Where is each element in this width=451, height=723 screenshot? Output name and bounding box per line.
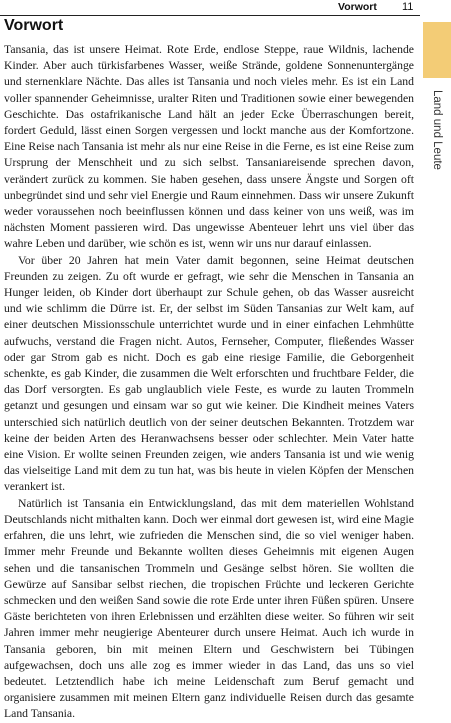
chapter-color-tab [423, 22, 451, 78]
body-text [4, 42, 414, 723]
running-head [0, 0, 451, 20]
running-head-title: Vorwort [338, 1, 377, 13]
header-rule [0, 15, 420, 16]
page-number: 11 [402, 1, 414, 13]
section-tab-label: Land und Leute [431, 90, 443, 170]
chapter-title: Vorwort [4, 17, 64, 34]
paragraph-2: Vor über 20 Jahren hat mein Vater damit begonnen, seine Heimat deutschen Freunden zu zeigen. Zu oft wurde er gefragt, wie sehr die Menschen in Tansania an Hunger leiden, ob Kinder dort überhaupt zur Schule gehen, ob das Wasser ausreicht und wie schlimm die Dürre ist. Er, der selbst im Süden Tansanias zur Welt kam, auf einer deutschen Missionsschule unterrichtet wurde und in einer einfachen Lehmhütte aufwuchs, verstand die Fragen nicht. Autos, Fernseher, Computer, fließendes Wasser oder gar Strom gab es nicht. Doch es gab eine riesige Familie, die Geborgenheit schenkte, es gab Kinder, die zusammen die Welt erforschten und fruchtbare Felder, die das Dorf versorgten. Es gab unglaublich viele Feste, es wurde zu lauten Trommeln getanzt und gesungen und einsam war so gut wie keiner. Die Kindheit meines Vaters unterschied sich natürlich deutlich von der seiner deutschen Bekannten. Trotzdem war keine der beiden Arten des Heranwachsens besser oder schlechter. Mein Vater hatte eine Vision. Er wollte seinen Freunden zeigen, wie anders Tansania ist und wie wenig das vielseitige Land mit dem zu tun hat, was bis heute in vielen Köpfen der Menschen verankert ist. [4, 253, 414, 494]
paragraph-1: Tansania, das ist unsere Heimat. Rote Erde, endlose Steppe, raue Wildnis, lachende Kinder. Aber auch türkisfarbenes Wasser, weiße Strände, goldene Sonnenuntergänge und sternenklare Nächte. Das alles ist Tansania und noch vieles mehr. Es ist ein Land voller spannender Geheimnisse, uralter Riten und Traditionen sowie einer bewegenden Geschichte. Das ostafrikanische Land hält an jeder Ecke Überraschungen bereit, fordert Geduld, lässt einen Sorgen vergessen und lockt manche aus der Komfortzone. Eine Reise nach Tansania ist mehr als nur eine Reise in die Ferne, es ist eine Reise zum Ursprung der Menschheit und zu sich selbst. Tansaniareisende sprechen davon, verändert zurück zu kommen. Sie haben gesehen, dass unsere Ängste und Sorgen oft unbegründet sind und sehr viel Energie und Raum einnehmen. Dass wir unsere Zukunft weder voraussehen noch beeinflussen können und dass keiner von uns weiß, was im nächsten Moment passieren wird. Das ungewisse Abenteuer lehrt uns viel über das wahre Leben und darüber, wie schön es ist, wenn wir uns nur darauf einlassen. [4, 43, 414, 251]
paragraph-3: Natürlich ist Tansania ein Entwicklungsland, das mit dem materiellen Wohlstand Deutschlands nicht mithalten kann. Doch wer einmal dort gewesen ist, wird eine Magie erfahren, die uns lehrt, wie zufrieden die Menschen sind, die so viel weniger haben. Immer mehr Freunde und Bekannte wollten dieses Geheimnis mit eigenen Augen sehen und die tansanischen Trommeln und Gesänge selbst hören. Sie wollten die Gewürze auf Sansibar selbst riechen, die tropischen Früchte und leckeren Gerichte schmecken und den weißen Sand sowie die rote Erde unter ihren Füßen spüren. Unsere Gäste berichteten von ihren Erlebnissen und erzählten diese weiter. So führen wir seit Jahren immer mehr neugierige Abenteurer durch unsere Heimat. Auch ich wurde in Tansania geboren, bin mit meinen Eltern und Geschwistern bei Tübingen aufgewachsen, doch uns alle zog es immer wieder in das Land, das uns so viel bedeutet. Letztendlich habe ich meine Leidenschaft zum Beruf gemacht und organisiere zusammen mit meinen Eltern ganz individuelle Reisen durch das gesamte Land Tansania. [4, 496, 414, 721]
